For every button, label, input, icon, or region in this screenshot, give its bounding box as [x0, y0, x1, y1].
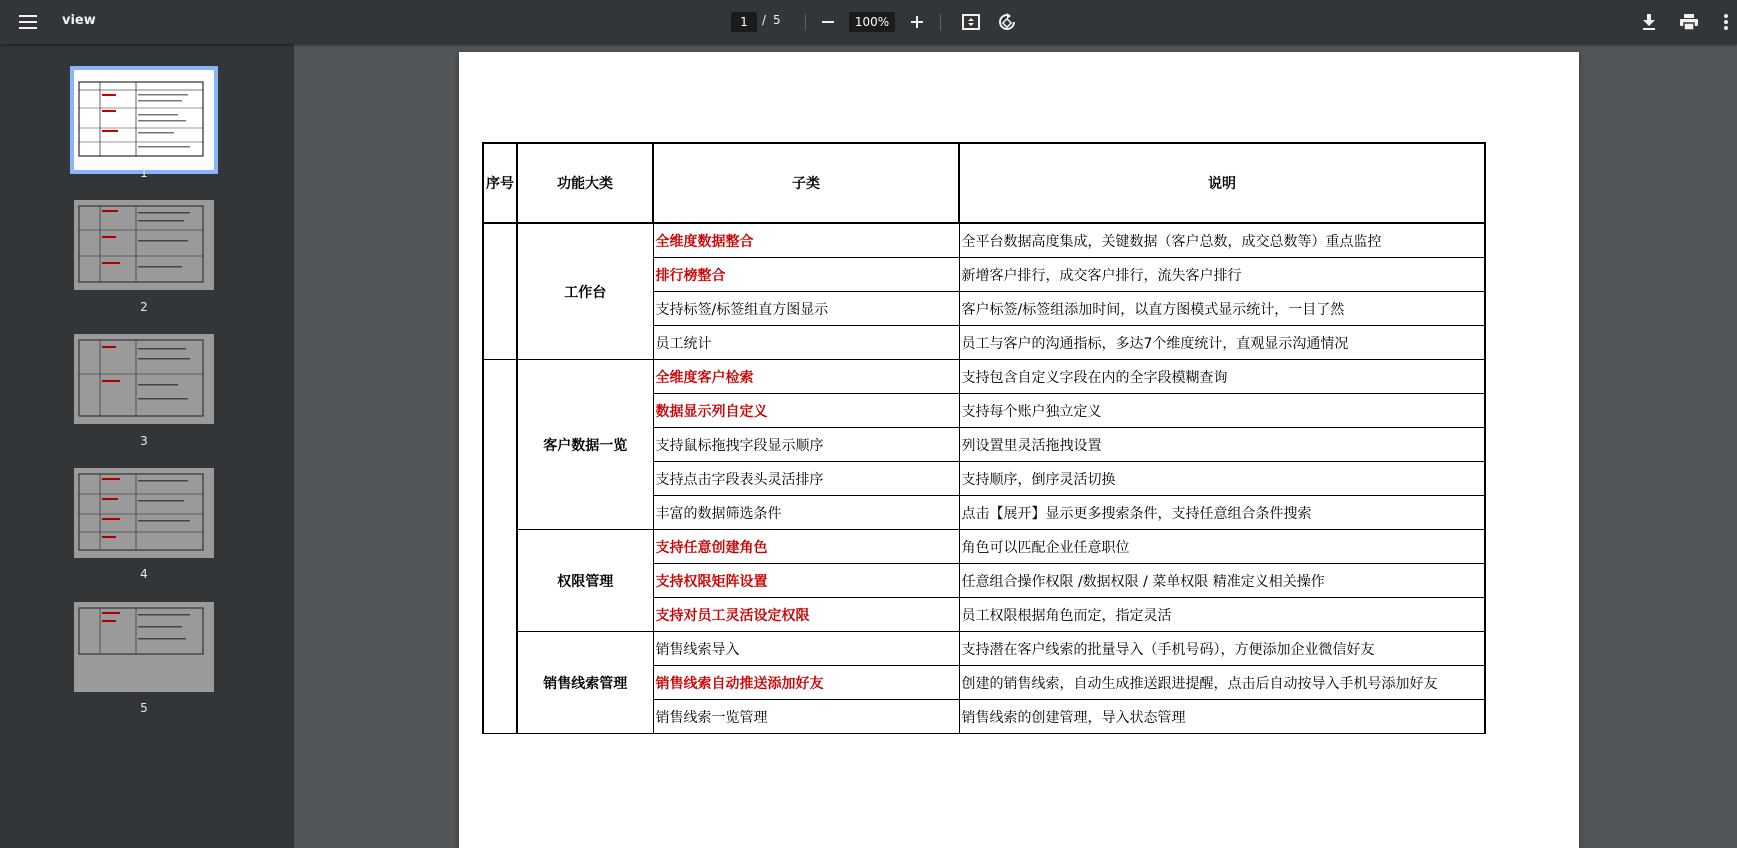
table-header-row [483, 143, 1485, 223]
description-cell: 支持顺序，倒序灵活切换 [959, 462, 1485, 496]
toolbar-divider [940, 14, 941, 30]
description-cell: 角色可以匹配企业任意职位 [959, 530, 1485, 564]
description-cell: 任意组合操作权限 /数据权限 / 菜单权限 精准定义相关操作 [959, 564, 1485, 598]
description-cell: 列设置里灵活拖拽设置 [959, 428, 1485, 462]
description-cell: 支持每个账户独立定义 [959, 394, 1485, 428]
minus-icon [821, 15, 835, 29]
page-thumbnail-3[interactable] [74, 334, 214, 424]
thumbnail-image [74, 602, 214, 692]
sequence-cell [483, 360, 517, 734]
total-pages: 5 [773, 13, 781, 27]
table-row [483, 530, 1485, 564]
description-cell: 新增客户排行，成交客户排行，流失客户排行 [959, 258, 1485, 292]
table-row [483, 360, 1485, 394]
pdf-page [459, 52, 1579, 848]
subcategory-cell: 数据显示列自定义 [653, 394, 959, 428]
page-thumbnail-2[interactable] [74, 200, 214, 290]
toolbar-divider [805, 14, 806, 30]
thumbnail-sidebar [0, 44, 294, 848]
description-cell: 支持包含自定义字段在内的全字段模糊查询 [959, 360, 1485, 394]
subcategory-cell: 销售线索导入 [653, 632, 959, 666]
category-cell: 权限管理 [517, 530, 653, 632]
thumbnail-image [74, 200, 214, 290]
page-separator: / [762, 13, 767, 27]
plus-icon [910, 15, 924, 29]
thumbnail-label: 3 [140, 434, 148, 448]
subcategory-cell: 支持对员工灵活设定权限 [653, 598, 959, 632]
subcategory-cell: 支持标签/标签组直方图显示 [653, 292, 959, 326]
table-row [483, 223, 1485, 258]
description-cell: 全平台数据高度集成，关键数据（客户总数，成交总数等）重点监控 [959, 223, 1485, 258]
fit-to-page-icon [962, 14, 980, 30]
fit-page-button[interactable] [958, 9, 984, 35]
column-header-seq: 序号 [483, 143, 517, 223]
subcategory-cell: 丰富的数据筛选条件 [653, 496, 959, 530]
page-number-input[interactable]: 1 [731, 12, 757, 32]
feature-table [482, 142, 1486, 734]
description-cell: 支持潜在客户线索的批量导入（手机号码），方便添加企业微信好友 [959, 632, 1485, 666]
rotate-icon [998, 13, 1016, 31]
description-cell: 员工与客户的沟通指标，多达7个维度统计，直观显示沟通情况 [959, 326, 1485, 360]
subcategory-cell: 员工统计 [653, 326, 959, 360]
subcategory-cell: 销售线索自动推送添加好友 [653, 666, 959, 700]
category-cell: 销售线索管理 [517, 632, 653, 734]
table-body [483, 223, 1485, 734]
zoom-input[interactable]: 100% [849, 12, 895, 32]
download-icon [1642, 14, 1656, 30]
description-cell: 销售线索的创建管理，导入状态管理 [959, 700, 1485, 734]
document-title: view [62, 13, 96, 28]
subcategory-cell: 支持鼠标拖拽字段显示顺序 [653, 428, 959, 462]
thumbnail-image [74, 468, 214, 558]
description-cell: 创建的销售线索，自动生成推送跟进提醒，点击后自动按导入手机号添加好友 [959, 666, 1485, 700]
thumbnail-image [74, 334, 214, 424]
subcategory-cell: 支持任意创建角色 [653, 530, 959, 564]
thumbnail-label: 1 [140, 166, 148, 180]
subcategory-cell: 全维度客户检索 [653, 360, 959, 394]
pdf-toolbar [0, 0, 1737, 44]
description-cell: 点击【展开】显示更多搜索条件，支持任意组合条件搜索 [959, 496, 1485, 530]
thumbnail-label: 5 [140, 701, 148, 715]
document-viewer[interactable] [294, 44, 1737, 848]
thumbnail-label: 2 [140, 300, 148, 314]
subcategory-cell: 全维度数据整合 [653, 223, 959, 258]
download-button[interactable] [1636, 9, 1662, 35]
sequence-cell [483, 223, 517, 360]
more-vert-icon [1724, 14, 1728, 30]
table-row [483, 632, 1485, 666]
print-button[interactable] [1676, 9, 1702, 35]
thumbnail-image [74, 70, 214, 170]
category-cell: 客户数据一览 [517, 360, 653, 530]
column-header-category: 功能大类 [517, 143, 653, 223]
subcategory-cell: 支持点击字段表头灵活排序 [653, 462, 959, 496]
more-actions-button[interactable] [1713, 9, 1737, 35]
description-cell: 员工权限根据角色而定，指定灵活 [959, 598, 1485, 632]
zoom-out-button[interactable] [815, 9, 841, 35]
zoom-in-button[interactable] [904, 9, 930, 35]
rotate-button[interactable] [994, 9, 1020, 35]
page-thumbnail-1[interactable] [74, 70, 214, 170]
description-cell: 客户标签/标签组添加时间，以直方图模式显示统计，一目了然 [959, 292, 1485, 326]
subcategory-cell: 支持权限矩阵设置 [653, 564, 959, 598]
subcategory-cell: 排行榜整合 [653, 258, 959, 292]
page-thumbnail-4[interactable] [74, 468, 214, 558]
thumbnail-label: 4 [140, 567, 148, 581]
menu-button[interactable] [14, 8, 42, 36]
hamburger-icon [19, 15, 37, 29]
subcategory-cell: 销售线索一览管理 [653, 700, 959, 734]
category-cell: 工作台 [517, 223, 653, 360]
column-header-description: 说明 [959, 143, 1485, 223]
printer-icon [1680, 14, 1698, 30]
page-thumbnail-5[interactable] [74, 602, 214, 692]
column-header-subcategory: 子类 [653, 143, 959, 223]
